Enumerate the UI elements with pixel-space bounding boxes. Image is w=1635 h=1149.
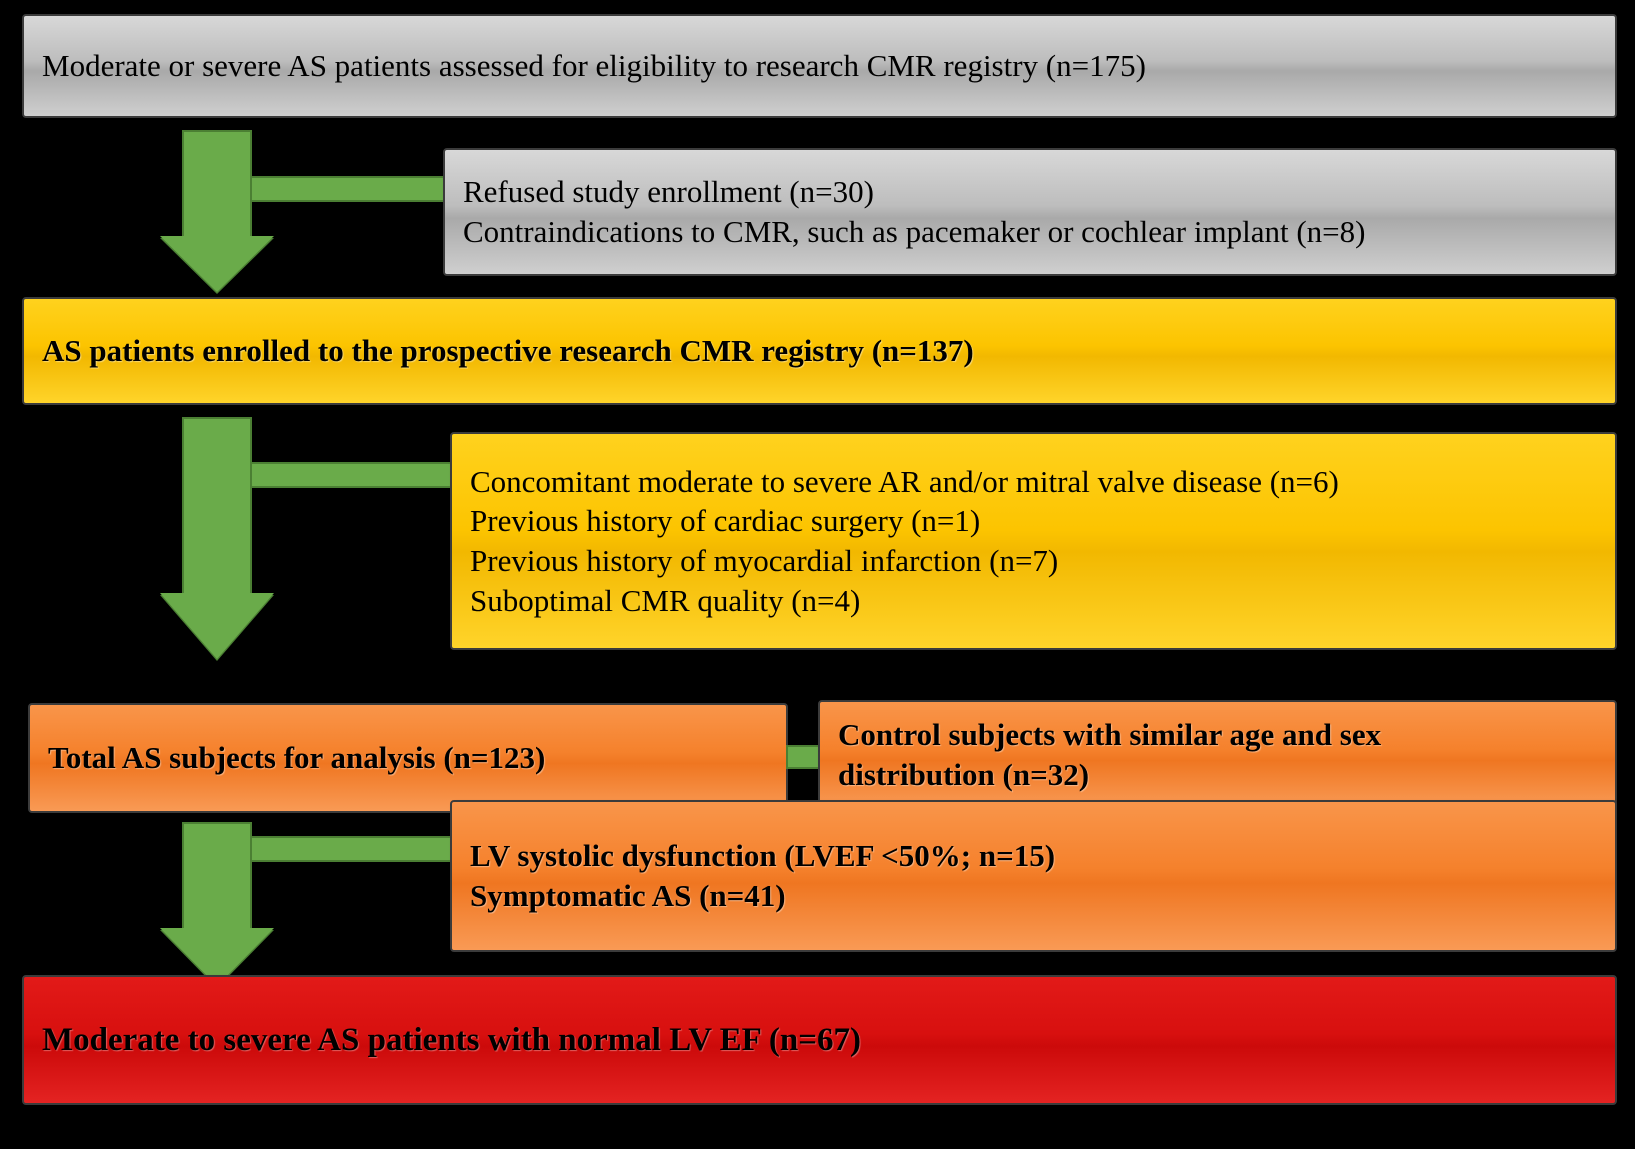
node-enrolled-line-1: AS patients enrolled to the prospective research CMR registry (n=137) bbox=[42, 333, 974, 369]
node-controls-line-2: distribution (n=32) bbox=[838, 757, 1090, 792]
connector-3 bbox=[786, 745, 822, 769]
node-excluded-1-line-1: Refused study enrollment (n=30) bbox=[463, 174, 874, 210]
node-final-line-1: Moderate to severe AS patients with normal LV EF (n=67) bbox=[42, 1021, 862, 1058]
node-final bbox=[22, 975, 1617, 1105]
connector-2 bbox=[250, 462, 460, 488]
node-excluded-3 bbox=[450, 800, 1617, 952]
node-excluded-1 bbox=[443, 148, 1617, 276]
node-controls bbox=[818, 700, 1617, 810]
node-assessed-line-1: Moderate or severe AS patients assessed for eligibility to research CMR registry (n=175) bbox=[42, 48, 1146, 84]
connector-4 bbox=[250, 836, 460, 862]
arrow-shaft-2 bbox=[182, 417, 252, 597]
node-excluded-2-line-1: Concomitant moderate to severe AR and/or mitral valve disease (n=6) bbox=[470, 463, 1339, 499]
arrow-shaft-3 bbox=[182, 822, 252, 932]
arrow-head-1 bbox=[160, 236, 274, 292]
node-total-as bbox=[28, 703, 788, 813]
node-excluded-2-line-4: Suboptimal CMR quality (n=4) bbox=[470, 582, 861, 618]
connector-1 bbox=[250, 176, 455, 202]
node-excluded-1-line-2: Contraindications to CMR, such as pacemaker or cochlear implant (n=8) bbox=[463, 214, 1366, 249]
node-excluded-2-line-2: Previous history of cardiac surgery (n=1) bbox=[470, 503, 981, 539]
arrow-shaft-1 bbox=[182, 130, 252, 240]
arrow-head-2 bbox=[160, 593, 274, 659]
node-enrolled bbox=[22, 297, 1617, 405]
node-controls-line-1: Control subjects with similar age and sex bbox=[838, 717, 1382, 753]
node-excluded-3-line-1: LV systolic dysfunction (LVEF <50%; n=15) bbox=[470, 838, 1056, 874]
node-excluded-2-line-3: Previous history of myocardial infarction (n=7) bbox=[470, 543, 1059, 578]
node-excluded-2 bbox=[450, 432, 1617, 650]
node-excluded-3-line-2: Symptomatic AS (n=41) bbox=[470, 878, 786, 913]
node-total-as-line-1: Total AS subjects for analysis (n=123) bbox=[48, 740, 546, 776]
node-assessed bbox=[22, 14, 1617, 118]
